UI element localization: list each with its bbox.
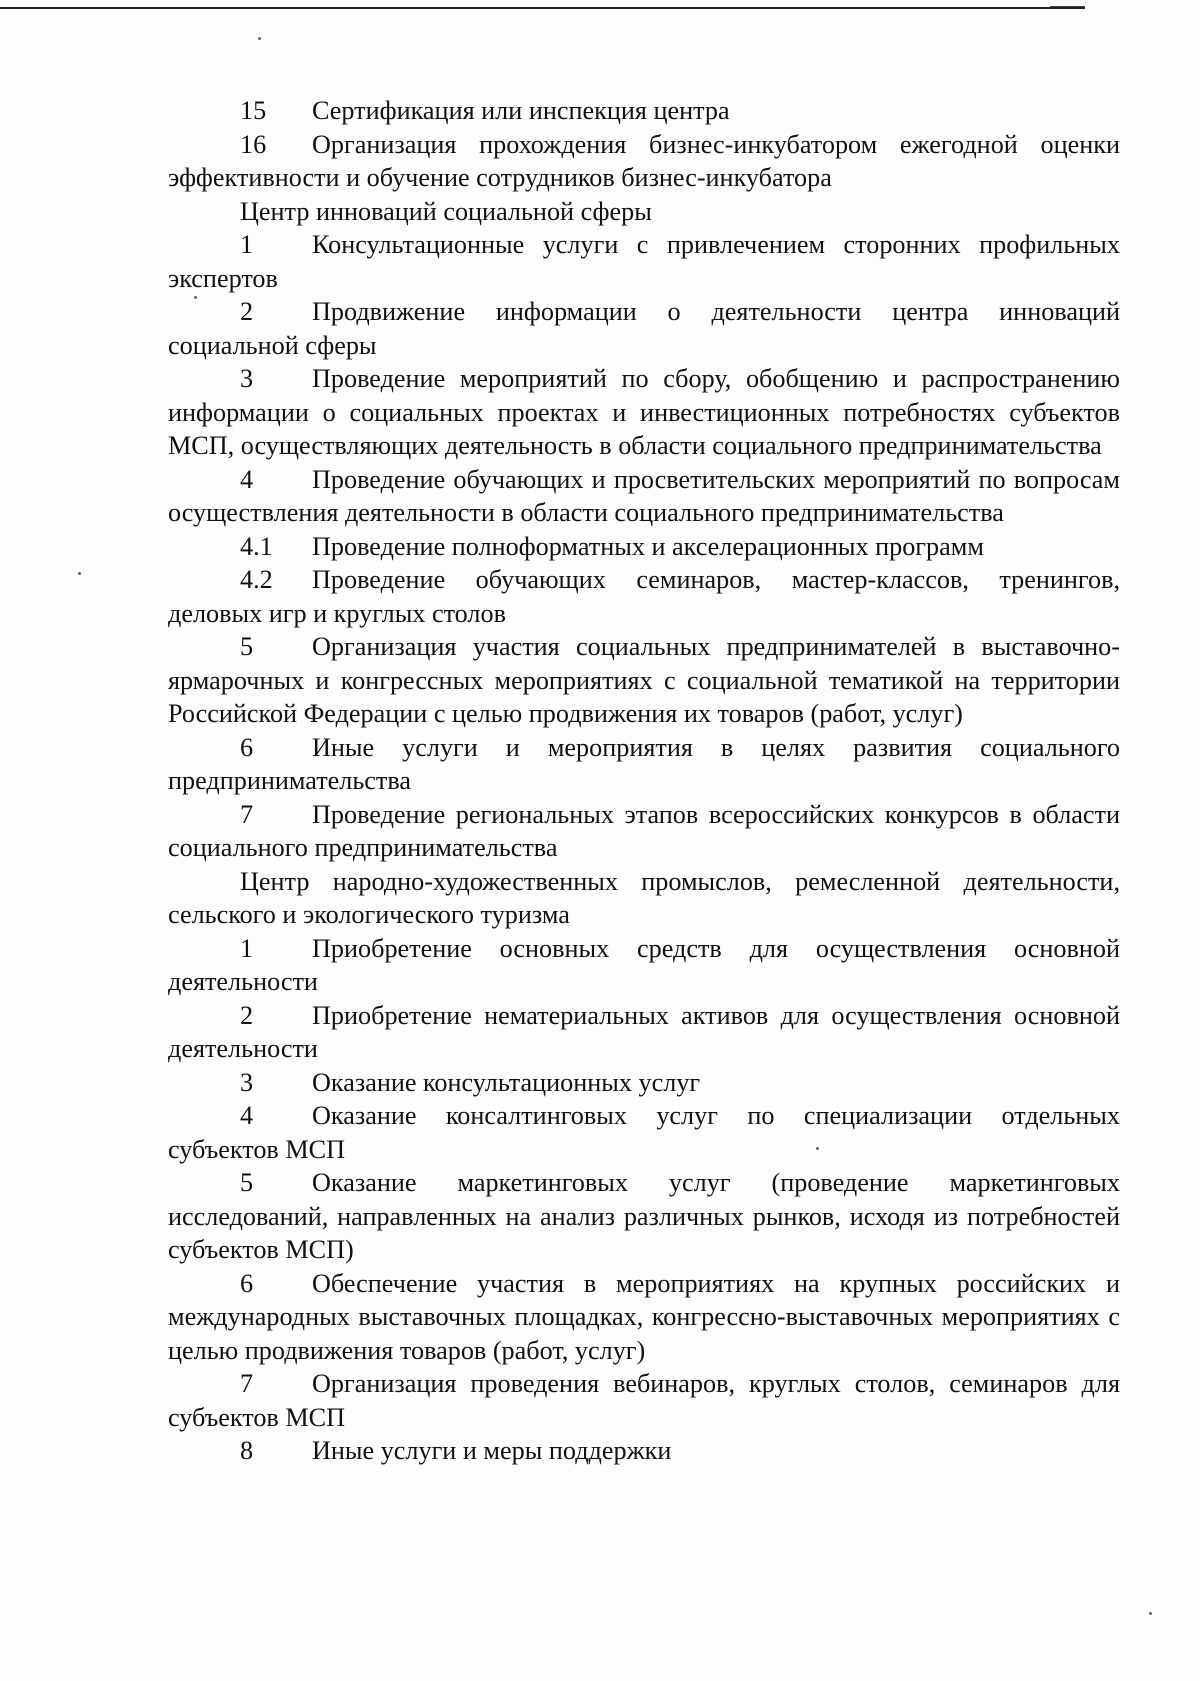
- list-item: [168, 563, 1120, 630]
- item-number: 5: [240, 632, 254, 661]
- heading-text: Центр инноваций социальной сферы: [240, 196, 652, 226]
- item-text: Приобретение основных средств для осуществления основной деятельности: [168, 933, 1120, 996]
- item-text: Иные услуги и меры поддержки: [312, 1436, 672, 1465]
- item-number: 2: [240, 297, 254, 326]
- item-text: Проведение мероприятий по сбору, обобщению и распространению информации о социальных проектах и инвестиционных потребностях субъектов МСП, осуществляющих деятельность в области социального предпринимательства: [168, 364, 1120, 460]
- document-body: [168, 94, 1120, 1468]
- item-text: Консультационные услуги с привлечением сторонних профильных экспертов: [168, 230, 1120, 293]
- item-number: 3: [240, 364, 254, 393]
- item-text: Организация проведения вебинаров, круглых столов, семинаров для субъектов МСП: [168, 1369, 1120, 1432]
- list-item: [168, 463, 1120, 530]
- item-number: 6: [240, 1268, 254, 1298]
- list-item: [168, 1166, 1120, 1267]
- item-number: 4.2: [240, 565, 273, 594]
- item-number: 8: [240, 1436, 254, 1465]
- list-item: [168, 1267, 1120, 1368]
- list-item: [168, 362, 1120, 463]
- item-number: 3: [240, 1067, 254, 1097]
- item-text: Организация прохождения бизнес-инкубатором ежегодной оценки эффективности и обучение сотрудников бизнес-инкубатора: [168, 129, 1120, 192]
- item-text: Приобретение нематериальных активов для осуществления основной деятельности: [168, 1000, 1120, 1063]
- scan-top-edge-line: [0, 7, 1085, 9]
- heading-text: Центр народно-художественных промыслов, ремесленной деятельности, сельского и экологического туризма: [168, 866, 1120, 929]
- item-number: 16: [240, 129, 267, 159]
- item-text: Проведение обучающих семинаров, мастер-классов, тренингов, деловых игр и круглых столов: [168, 565, 1120, 628]
- section-heading: [168, 865, 1120, 932]
- scan-speck: [78, 572, 81, 575]
- item-number: 4: [240, 1101, 254, 1130]
- list-item: [168, 295, 1120, 362]
- list-item: [168, 630, 1120, 731]
- list-item: [168, 1367, 1120, 1434]
- item-number: 6: [240, 732, 254, 762]
- item-number: 15: [240, 96, 267, 125]
- list-item: [168, 999, 1120, 1066]
- list-item: [168, 731, 1120, 798]
- item-text: Оказание консультационных услуг: [312, 1067, 701, 1097]
- item-number: 4.1: [240, 531, 273, 561]
- item-text: Проведение региональных этапов всероссийских конкурсов в области социального предпринимательства: [168, 799, 1120, 862]
- item-number: 5: [240, 1168, 254, 1197]
- item-number: 7: [240, 799, 254, 829]
- item-text: Оказание маркетинговых услуг (проведение маркетинговых исследований, направленных на анализ различных рынков, исходя из потребностей субъектов МСП): [168, 1168, 1120, 1264]
- list-item: [168, 228, 1120, 295]
- item-text: Обеспечение участия в мероприятиях на крупных российских и международных выставочных площадках, конгрессно-выставочных мероприятиях с целью продвижения товаров (работ, услуг): [168, 1268, 1120, 1365]
- item-text: Организация участия социальных предпринимателей в выставочно-ярмарочных и конгрессных мероприятиях с социальной тематикой на территории Российской Федерации с целью продвижения их товаров (работ, услуг): [168, 632, 1120, 728]
- list-item: [168, 94, 1120, 128]
- item-number: 7: [240, 1369, 254, 1398]
- item-text: Продвижение информации о деятельности центра инноваций социальной сферы: [168, 297, 1120, 360]
- list-item: [168, 1434, 1120, 1468]
- item-text: Проведение обучающих и просветительских мероприятий по вопросам осуществления деятельности в области социального предпринимательства: [168, 464, 1120, 527]
- list-item: [168, 128, 1120, 195]
- list-item: [168, 530, 1120, 564]
- item-text: Проведение полноформатных и акселерационных программ: [312, 531, 984, 561]
- scan-speck: [1149, 1612, 1152, 1615]
- item-text: Сертификация или инспекция центра: [312, 96, 730, 125]
- list-item: [168, 1099, 1120, 1166]
- item-number: 1: [240, 230, 254, 259]
- item-number: 2: [240, 1000, 254, 1030]
- list-item: [168, 798, 1120, 865]
- item-text: Оказание консалтинговых услуг по специализации отдельных субъектов МСП: [168, 1101, 1120, 1164]
- item-number: 4: [240, 464, 254, 494]
- scan-speck: [258, 37, 261, 40]
- section-heading: [168, 195, 1120, 229]
- scan-top-edge-line-right: [1050, 6, 1085, 7]
- item-number: 1: [240, 933, 254, 963]
- list-item: [168, 932, 1120, 999]
- list-item: [168, 1066, 1120, 1100]
- item-text: Иные услуги и мероприятия в целях развития социального предпринимательства: [168, 732, 1120, 795]
